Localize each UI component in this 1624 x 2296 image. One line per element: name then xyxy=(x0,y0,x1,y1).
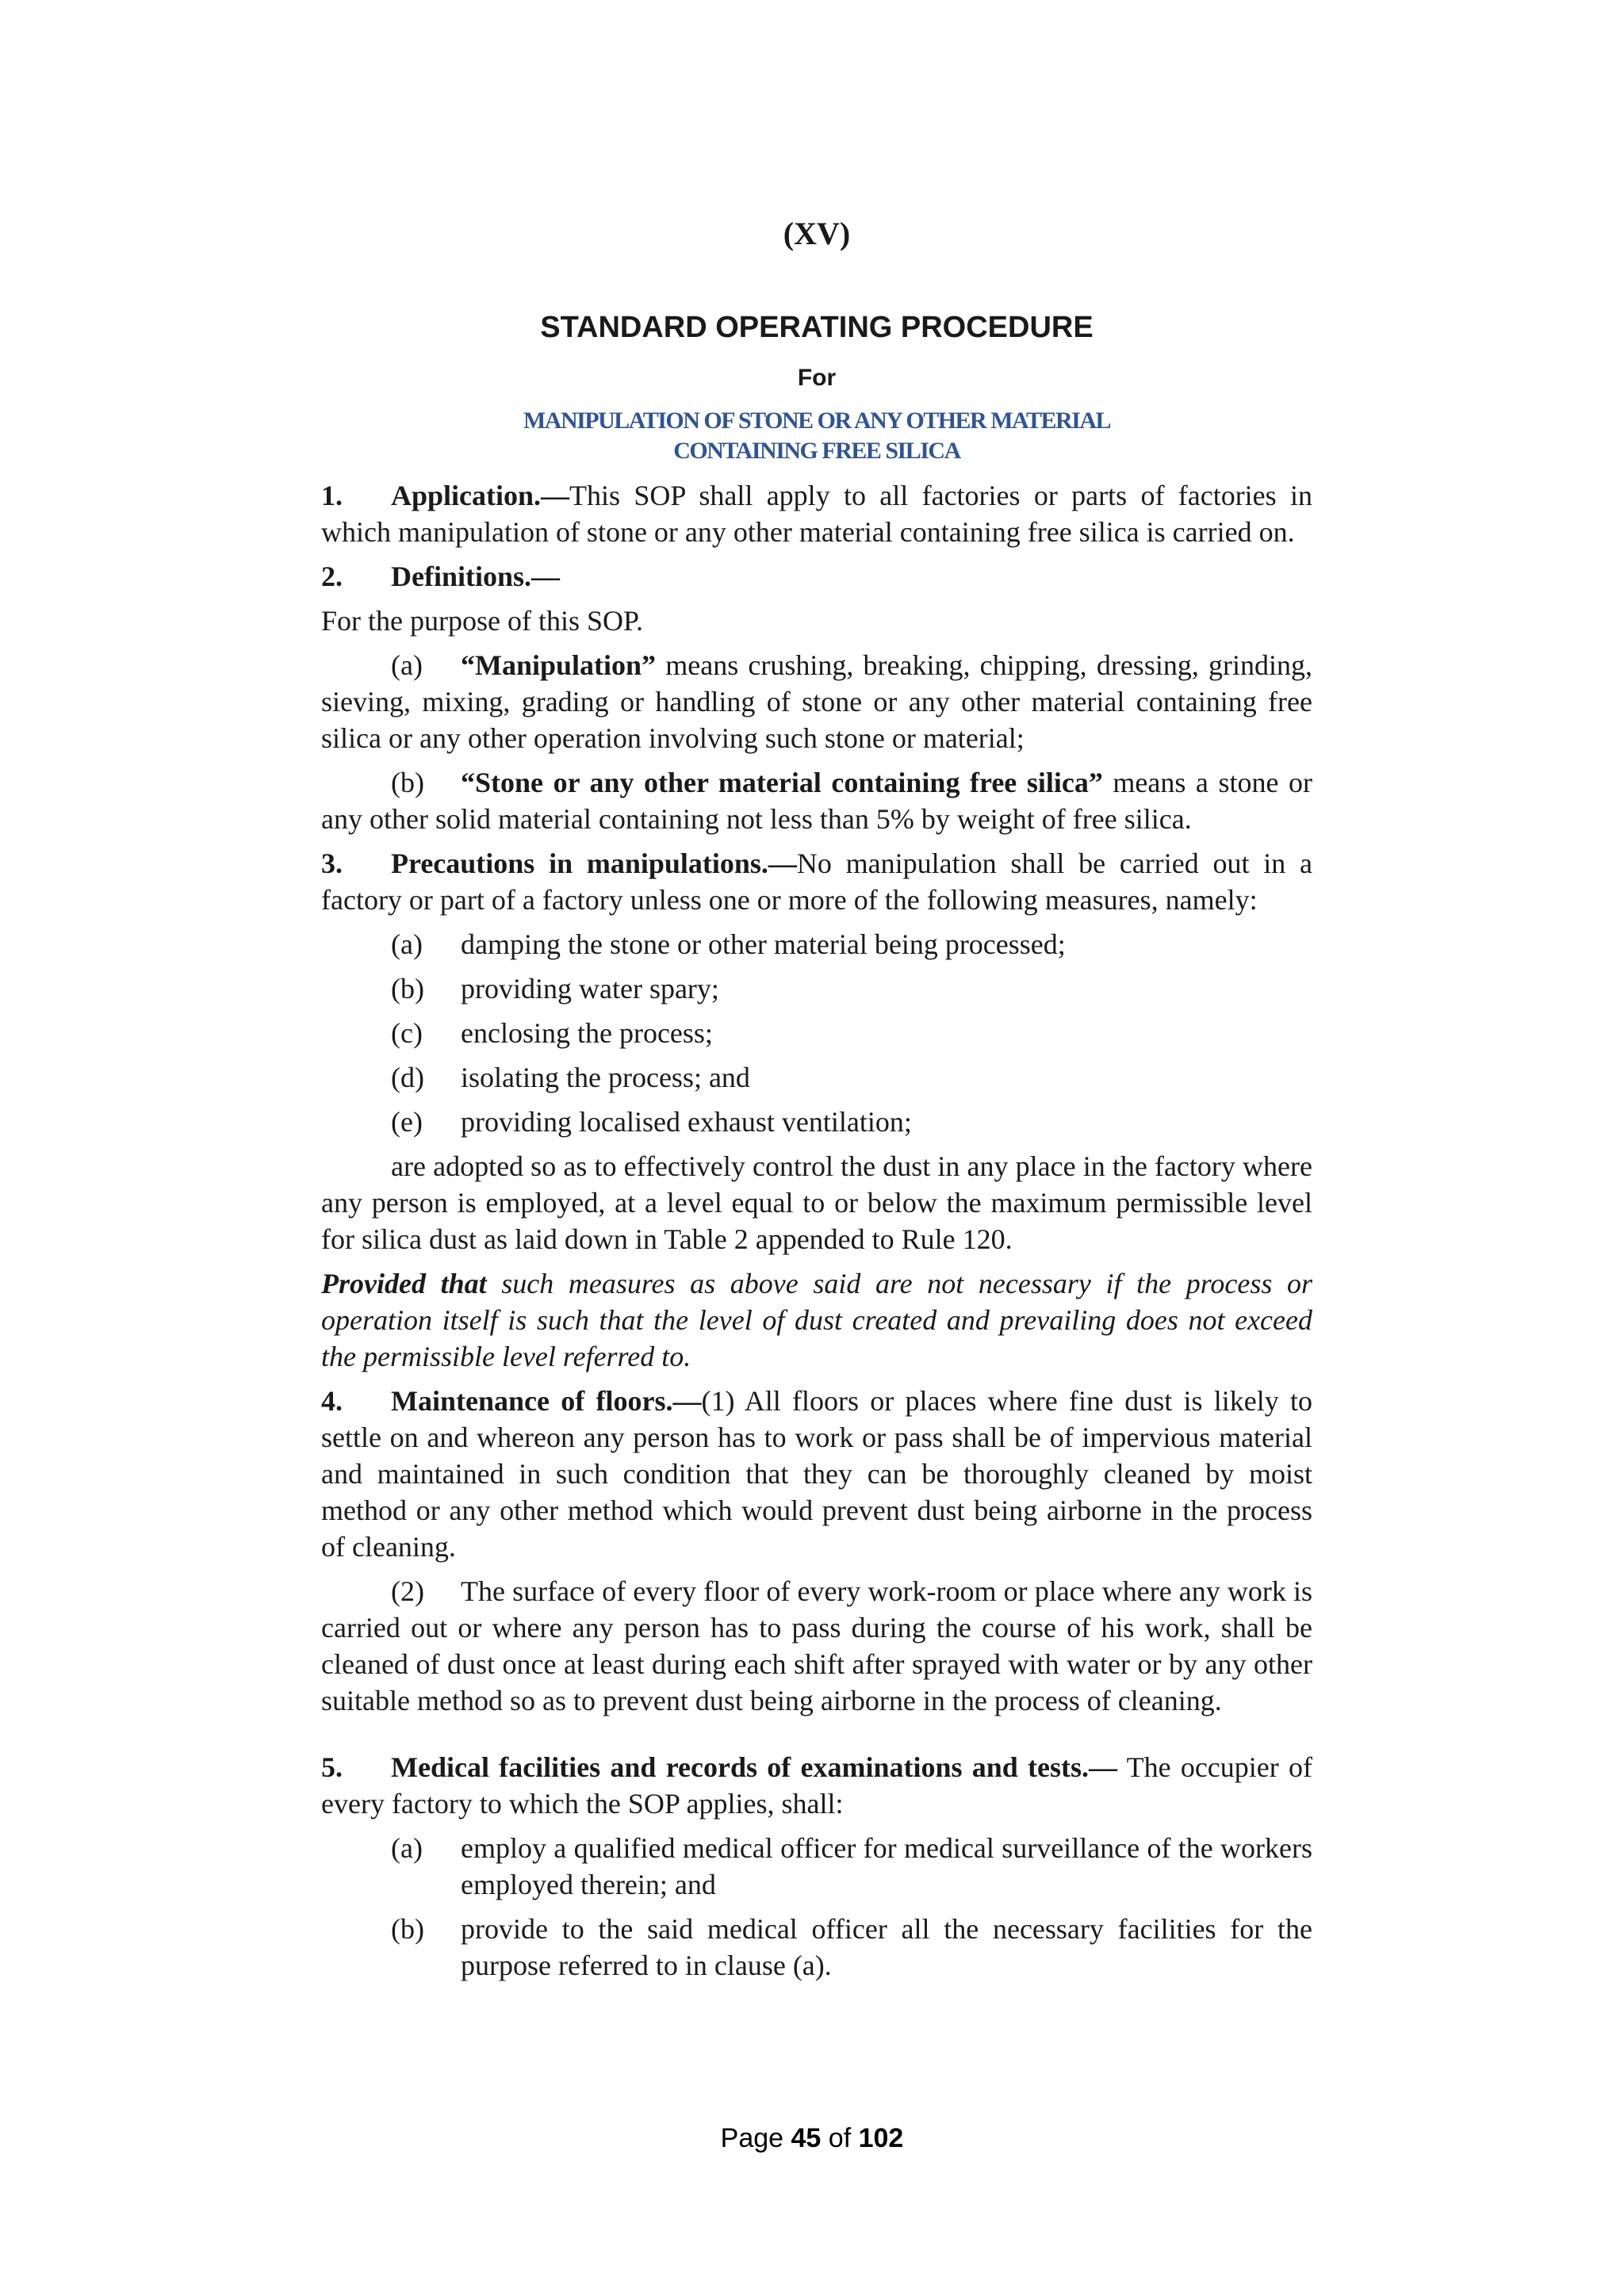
section-heading: Definitions.— xyxy=(391,561,561,592)
section-heading: Application.— xyxy=(391,480,570,511)
measure-item xyxy=(321,926,1312,962)
clause-label: (b) xyxy=(391,767,424,798)
definition-text: means crushing, breaking, chipping, dressing, grinding, sieving, mixing, grading or handling of stone or any other material containing free silica or any other operation involving such stone or material; xyxy=(321,649,1312,754)
section-number: 1. xyxy=(321,480,343,511)
section-text: No manipulation shall be carried out in a factory or part of a factory unless one or more of the following measures, namely: xyxy=(321,848,1312,916)
section-1 xyxy=(321,477,1312,550)
document-subtitle xyxy=(321,406,1312,466)
document-page xyxy=(321,0,1312,2296)
clause-label: (a) xyxy=(391,649,423,681)
title-for: For xyxy=(797,365,837,391)
section-3 xyxy=(321,845,1312,918)
subtitle-line-1: MANIPULATION OF STONE OR ANY OTHER MATERIAL xyxy=(523,408,1111,434)
item-text: provide to the said medical officer all the necessary facilities for the purpose referred to in clause (a). xyxy=(461,1913,1312,1981)
item-label: (c) xyxy=(391,1017,423,1049)
section-text: The occupier of every factory to which the SOP applies, shall: xyxy=(321,1751,1312,1820)
proviso-text: such measures as above said are not necessary if the process or operation itself is such that the level of dust created and prevailing does not exceed the permissible level referred to. xyxy=(321,1268,1313,1372)
proviso xyxy=(321,1265,1312,1375)
proviso-lead: Provided that xyxy=(321,1268,487,1299)
section-heading: Precautions in manipulations.— xyxy=(391,848,797,879)
section-2 xyxy=(321,558,1312,595)
item-label: (a) xyxy=(391,928,423,960)
item-label: (b) xyxy=(391,1913,424,1945)
duty-item xyxy=(321,1911,1312,1984)
section-number: 5. xyxy=(321,1751,343,1783)
of-word: of xyxy=(828,2123,852,2153)
definition-a xyxy=(321,647,1312,756)
measure-item xyxy=(321,970,1312,1007)
section-5 xyxy=(321,1749,1312,1822)
section-text: This SOP shall apply to all factories or parts of factories in which manipulation of stone or any other material containing free silica is carried on. xyxy=(321,480,1312,548)
item-text: providing water spary; xyxy=(461,973,719,1004)
section-2-intro: For the purpose of this SOP. xyxy=(321,605,644,637)
subsection-text: The surface of every floor of every work-room or place where any work is carried out or where any person has to pass during the course of his work, shall be cleaned of dust once at least during each shift after sprayed with water or by any other suitable method so as to prevent dust being airborne in the process of cleaning. xyxy=(321,1575,1312,1716)
definition-b xyxy=(321,764,1312,837)
section-3-continuation: are adopted so as to effectively control the dust in any place in the factory where any person is employed, at a level equal to or below the maximum permissible level for silica dust as laid down in Table 2 appended to Rule 120. xyxy=(321,1150,1312,1255)
page-word: Page xyxy=(720,2123,784,2153)
item-label: (d) xyxy=(391,1062,424,1093)
section-heading: Medical facilities and records of examinations and tests.— xyxy=(391,1751,1118,1783)
duty-item xyxy=(321,1830,1312,1903)
item-label: (b) xyxy=(391,973,424,1004)
section-number: 4. xyxy=(321,1385,343,1417)
section-number: 3. xyxy=(321,848,343,879)
document-title: STANDARD OPERATING PROCEDURE xyxy=(540,311,1094,344)
item-label: (e) xyxy=(391,1106,423,1138)
measure-item xyxy=(321,1015,1312,1051)
defined-term: “Stone or any other material containing free silica” xyxy=(461,767,1103,798)
section-number: 2. xyxy=(321,561,343,592)
page-footer xyxy=(0,2123,1624,2154)
item-label: (a) xyxy=(391,1832,423,1864)
item-text: damping the stone or other material being processed; xyxy=(461,928,1066,960)
measure-item xyxy=(321,1059,1312,1096)
section-4-subsection-2 xyxy=(321,1573,1312,1719)
item-text: isolating the process; and xyxy=(461,1062,750,1093)
definition-text: means a stone or any other solid material containing not less than 5% by weight of free silica. xyxy=(321,767,1312,835)
document-body xyxy=(321,477,1312,1992)
current-page: 45 xyxy=(791,2123,822,2153)
subtitle-line-2: CONTAINING FREE SILICA xyxy=(673,438,960,464)
item-text: providing localised exhaust ventilation; xyxy=(461,1106,912,1138)
section-4 xyxy=(321,1383,1312,1565)
clause-label: (2) xyxy=(391,1575,424,1607)
item-text: employ a qualified medical officer for medical surveillance of the workers employed therein; and xyxy=(461,1832,1312,1900)
defined-term: “Manipulation” xyxy=(461,649,657,681)
section-text: (1) All floors or places where fine dust is likely to settle on and whereon any person has to work or pass shall be of impervious material and maintained in such condition that they can be thoroughly cleaned by moist method or any other method which would prevent dust being airborne in the process of cleaning. xyxy=(321,1385,1313,1563)
measure-item xyxy=(321,1104,1312,1140)
item-text: enclosing the process; xyxy=(461,1017,713,1049)
annex-number: (XV) xyxy=(783,216,851,251)
section-heading: Maintenance of floors.— xyxy=(391,1385,702,1417)
total-pages: 102 xyxy=(858,2123,904,2153)
